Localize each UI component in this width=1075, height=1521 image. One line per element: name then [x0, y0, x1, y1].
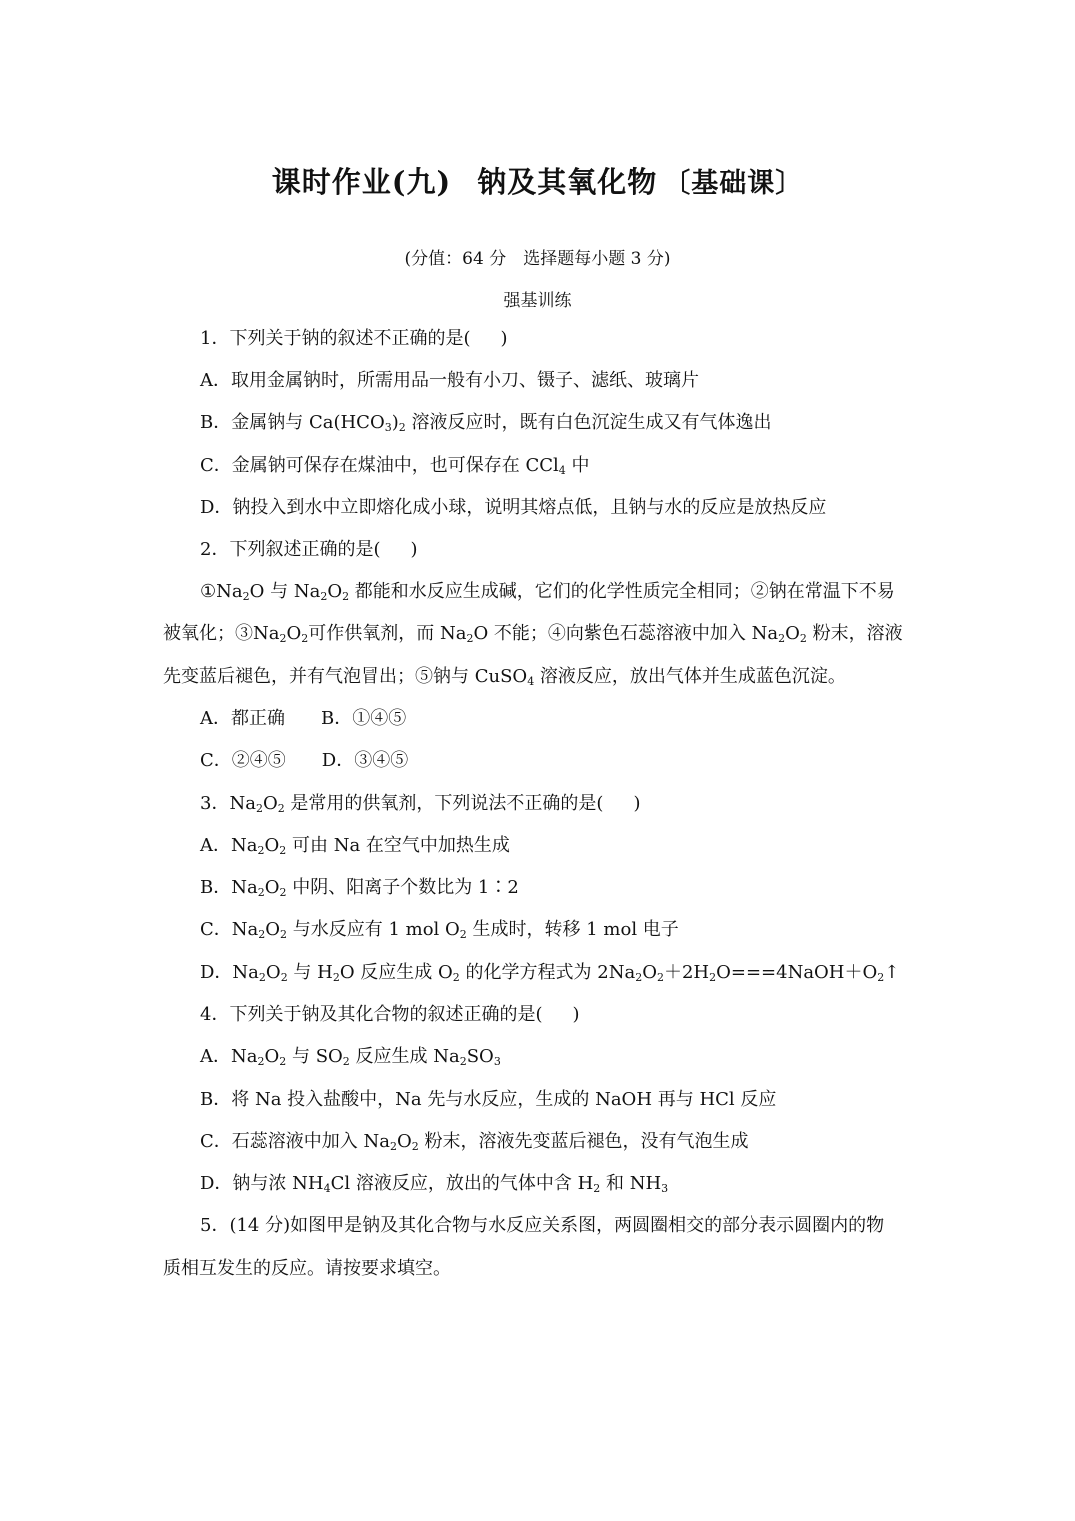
question-5-text-line-1: 5．(14 分)如图甲是钠及其化合物与水反应关系图，两圆圈相交的部分表示圆圈内的物 — [200, 1215, 885, 1236]
question-1-option-c: C．金属钠可保存在煤油中，也可保存在 CCl$_4$ 中 — [200, 455, 590, 477]
question-2-options-cd — [200, 749, 408, 773]
title-main: 课时作业(九) — [271, 165, 452, 199]
question-3-option-a: A．$Na_2O_2$ 可由 Na 在空气中加热生成 — [200, 835, 510, 857]
section-heading: 强基训练 — [503, 291, 572, 311]
question-1-option-a: A．取用金属钠时，所需用品一般有小刀、镊子、滤纸、玻璃片 — [200, 370, 699, 391]
question-2-statement-line-1: $①Na_2O$ 与 $Na_2O_2$ 都能和水反应生成碱，它们的化学性质完全相同；②钠在常温下不易 — [200, 581, 895, 603]
question-2-options-ab — [200, 707, 406, 731]
question-2-statement-line-3: 先变蓝后褪色，并有气泡冒出；⑤钠与 CuSO$_4$ 溶液反应，放出气体并生成蓝色沉淀。 — [163, 666, 846, 688]
question-4-option-b: B．将 Na 投入盐酸中，Na 先与水反应，生成的 NaOH 再与 HCl 反应 — [200, 1089, 777, 1110]
title-topic: 钠及其氧化物 — [477, 165, 658, 199]
question-2-option-b: B．①④⑤ — [321, 708, 407, 729]
question-2-statement-line-2: 被氧化；$③Na_2O_2$可作供氧剂，而 $Na_2O$ 不能；④向紫色石蕊溶液中加入 $Na_2O_2$ 粉末，溶液 — [163, 623, 903, 645]
question-3-option-d: D．$Na_2O_2$ 与 $H_2O$ 反应生成 $O_2$ 的化学方程式为 $2Na_2O_2+2H_2O===4NaOH+O_2↑$ — [200, 962, 900, 984]
question-5-text-line-2: 质相互发生的反应。请按要求填空。 — [163, 1258, 451, 1279]
question-3-stem: 3．$Na_2O_2$ 是常用的供氧剂，下列说法不正确的是( ) — [200, 793, 641, 815]
question-1-stem: 1．下列关于钠的叙述不正确的是( ) — [200, 328, 508, 349]
page-title — [0, 160, 1075, 201]
question-4-option-a: A．$Na_2O_2$ 与 $SO_2$ 反应生成 $Na_2SO_3$ — [200, 1046, 501, 1068]
question-4-stem: 4．下列关于钠及其化合物的叙述正确的是( ) — [200, 1004, 580, 1025]
question-3-option-c: C．$Na_2O_2$ 与水反应有 1 mol $O_2$ 生成时，转移 1 mol 电子 — [200, 919, 679, 941]
question-4-option-c: C．石蕊溶液中加入 $Na_2O_2$ 粉末，溶液先变蓝后褪色，没有气泡生成 — [200, 1131, 749, 1153]
question-2-stem: 2．下列叙述正确的是( ) — [200, 539, 418, 560]
question-1-option-b: B．金属钠与 $Ca(HCO_3)_2$ 溶液反应时，既有白色沉淀生成又有气体逸出 — [200, 412, 772, 434]
question-3-option-b: B．$Na_2O_2$ 中阴、阳离子个数比为 1∶2 — [200, 877, 519, 899]
question-1-option-d: D．钠投入到水中立即熔化成小球，说明其熔点低，且钠与水的反应是放热反应 — [200, 497, 827, 518]
title-tag: 〔基础课〕 — [663, 168, 804, 199]
question-2-option-d: D．③④⑤ — [321, 750, 409, 771]
question-2-option-a: A．都正确 — [200, 708, 285, 729]
question-2-option-c: C．②④⑤ — [200, 750, 286, 771]
score-note: (分值：64 分 选择题每小题 3 分) — [404, 249, 671, 269]
question-4-option-d: D．钠与浓 $NH_4Cl$ 溶液反应，放出的气体中含 $H_2$ 和 $NH_3$ — [200, 1173, 669, 1195]
